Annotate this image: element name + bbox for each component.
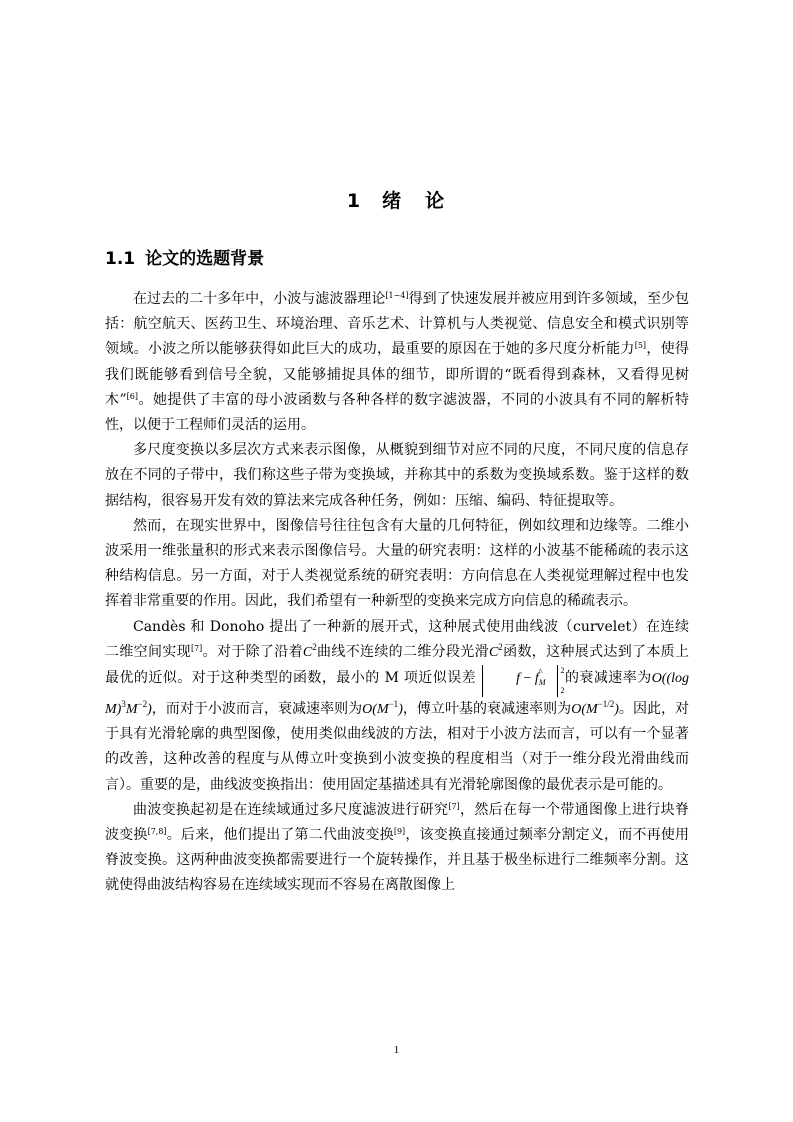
paragraph-3: 然而，在现实世界中，图像信号往往包含有大量的几何特征，例如纹理和边缘等。二维小波采用一维张量积的形式来表示图像信号。大量的研究表明：这样的小波基不能稀疏的表示这种结构信息。另一方面，对于人类视觉系统的研究表明：方向信息在人类视觉理解过程中也发挥着非常重要的作用。因此，我们希望有一种新型的变换来完成方向信息的稀疏表示。 [105, 517, 689, 610]
text-run: 的衰减速率为 [564, 670, 652, 687]
body-text [105, 287, 689, 899]
approximation-error-norm: $f - f_M$ ^ 2 2 [482, 665, 558, 697]
text-run: 在过去的二十多年中，小波与滤波器理论 [133, 291, 386, 307]
citation[interactable]: [9] [393, 827, 406, 837]
text-run: 。对于除了沿着 [202, 643, 303, 660]
chapter-title-char-1: 绪 [382, 190, 404, 212]
citation[interactable]: [7] [448, 801, 460, 811]
paragraph-5 [105, 798, 689, 899]
section-heading [105, 244, 264, 269]
chapter-heading [0, 186, 793, 213]
text-run: 曲线不连续的二维分段光滑 [316, 643, 489, 660]
text-run: ，然后在每一个带通图像上进行块脊波变换 [105, 801, 689, 844]
paragraph-2: 多尺度变换以多层次方式来表示图像，从概貌到细节对应不同的尺度，不同尺度的信息存放在不同的子带中，我们称这些子带为变换域，并称其中的系数为变换域系数。鉴于这样的数据结构，很容易开发有效的算法来完成各种任务，例如：压缩、编码、特征提取等。 [105, 442, 689, 509]
citation[interactable]: [7] [190, 643, 203, 653]
text-run: Candès 和 Donoho 提出了一种新的展开式，这种展式使用曲线波（curvelet）在连续二维空间实现 [105, 618, 689, 660]
text-run: ，该变换直接通过频率分割定义，而不再使用脊波变换。这两种曲波变换都需要进行一个旋转操作，并且基于极坐标进行二维频率分割。这就使得曲波结构容易在连续域实现而不容易在离散图像上 [105, 827, 690, 894]
math-rate-wavelet: $O(M^{-1})$ [362, 699, 403, 718]
paragraph-4 [105, 615, 689, 798]
math-rate-curvelet: O((log $M)^3M^{-2}$) [105, 671, 690, 718]
citation[interactable]: [7,8] [147, 827, 167, 837]
math-c2: $C^2$ [302, 641, 317, 660]
citation[interactable]: [1~4] [385, 291, 409, 300]
chapter-title-char-2: 论 [425, 190, 447, 212]
section-number: 1.1 [105, 249, 136, 269]
text-run: ，傅立叶基的衰减速率则为 [402, 701, 572, 718]
section-title: 论文的选题背景 [145, 249, 265, 269]
chapter-number: 1 [346, 190, 363, 212]
text-run: 函数，这种展式达到了本质上最优的近似。对于这种类型的函数，最小的 M 项近似误差 [105, 643, 690, 687]
citation[interactable]: [5] [634, 341, 647, 351]
text-run: ，使得我们既能够看到信号全貌，又能够捕捉具体的细节，即所谓的“既看得到森林，又看得见树木” [105, 341, 690, 408]
paragraph-1 [105, 287, 689, 438]
page-number: 1 [393, 1044, 400, 1056]
text-run: ，而对于小波而言，衰减速率则为 [151, 701, 363, 718]
text-run: 。她提供了丰富的母小波函数与各种各样的数字滤波器，不同的小波具有不同的解析特性，以便于工程师们灵活的运用。 [105, 391, 689, 434]
text-run: 。因此，对于具有光滑轮廓的典型图像，使用类似曲线波的方法，相对于小波方法而言，可以有一个显著的改善，这种改善的程度与从傅立叶变换到小波变换的程度相当（对于一维分段光滑曲线而言）。重要的是，曲线波变换指出：使用固定基描述具有光滑轮廓图像的最优表示是可能的。 [105, 701, 690, 793]
math-rate-fourier: $O(M^{-1/2})$ [571, 699, 619, 718]
text-run: 。后来，他们提出了第二代曲波变换 [166, 827, 394, 844]
citation[interactable]: [6] [126, 391, 139, 401]
text-run: 曲波变换起初是在连续域通过多尺度滤波进行研究 [133, 801, 449, 818]
math-c2: $C^2$ [488, 641, 503, 660]
text-run: 得到了快速发展并被应用到许多领域，至少包括：航空航天、医药卫生、环境治理、音乐艺术、计算机与人类视觉、信息安全和模式识别等领域。小波之所以能够获得如此巨大的成功，最重要的原因在于她的多尺度分析能力 [105, 291, 690, 358]
